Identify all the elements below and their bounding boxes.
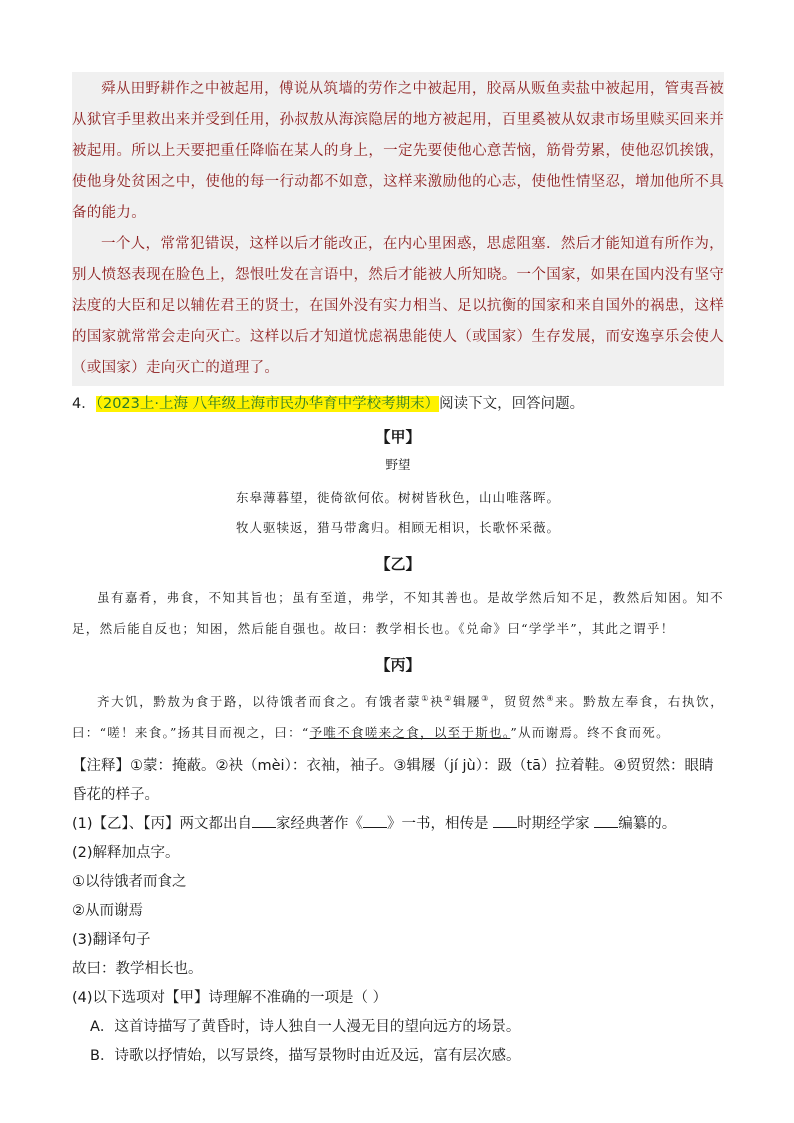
underlined-quote: 予唯不食嗟来之食，以至于斯也。 — [309, 725, 511, 741]
q1-text: (1)【乙】、【丙】两文都出自 — [72, 816, 253, 833]
poem-line-2: 牧人驱犊返，猎马带禽归。相顾无相识，长歌怀采薇。 — [235, 520, 560, 535]
notes: 【注释】①蒙：掩蔽。②袂（mèi）：衣袖，袖子。③辑屦（jí jù）：趿（tā）拉着鞋。④贸贸然：眼睛昏花的样子。 — [72, 758, 714, 804]
footnote-marker: ③ — [481, 694, 490, 703]
footnote-marker: ④ — [546, 694, 556, 703]
option-b[interactable]: B．诗歌以抒情始，以写景终，描写景物时由近及远，富有层次感。 — [90, 1048, 521, 1065]
q1-text: 家经典著作《 — [276, 816, 364, 833]
page — [72, 72, 724, 1071]
answer-blank[interactable] — [363, 813, 387, 828]
footnote-marker: ② — [444, 694, 453, 703]
question-number: 4． — [72, 396, 96, 412]
q1-text: 》一书，相传是 — [387, 816, 494, 833]
answer-blank[interactable] — [594, 813, 618, 828]
question-3-title: (3)翻译句子 — [72, 932, 151, 949]
option-a[interactable]: A．这首诗描写了黄昏时，诗人独自一人漫无目的望向远方的场景。 — [90, 1019, 521, 1036]
poem-title: 野望 — [385, 457, 411, 472]
q1-text: 时期经学家 — [517, 816, 595, 833]
question-4-title: (4)以下选项对【甲】诗理解不准确的一项是（ ） — [72, 990, 388, 1007]
answer-translation-box — [72, 72, 724, 386]
question-1 — [72, 810, 724, 839]
q1-text: 编纂的。 — [618, 816, 677, 833]
bing-text-part: ”从而谢焉。终不食而死。 — [510, 725, 670, 741]
bing-text-part: 齐大饥，黔敖为食于路，以待饿者而食之。有饿者蒙 — [97, 694, 422, 710]
question-source: （2023上·上海 八年级上海市民办华育中学校考期末） — [95, 396, 440, 412]
answer-blank[interactable] — [493, 813, 517, 828]
bing-text-part: 袂 — [430, 694, 445, 710]
question-2-item-2: ②从而谢焉 — [72, 903, 143, 920]
question-header — [72, 392, 724, 416]
question-3-item: 故曰：教学相长也。 — [72, 961, 203, 978]
section-jia-label: 【甲】 — [375, 428, 421, 446]
bing-text — [72, 683, 724, 748]
poem-line-1: 东皋薄暮望，徙倚欲何依。树树皆秋色，山山唯落晖。 — [235, 490, 560, 505]
question-2-item-1: ①以待饿者而食之 — [72, 874, 187, 891]
answer-blank[interactable] — [252, 813, 276, 828]
bing-text-part: 来。黔敖左奉食，右执饮，曰：“嗟！来食。”扬其目而视之，曰：“ — [72, 694, 724, 741]
section-bing-label: 【丙】 — [375, 656, 421, 674]
answer-paragraph-1: 舜从田野耕作之中被起用，傅说从筑墙的劳作之中被起用，胶鬲从贩鱼卖盐中被起用，管夷吾被从狱官手里救出来并受到任用，孙叔敖从海滨隐居的地方被起用，百里奚被从奴隶市场里赎买回来并被起用。所以上天要把重任降临在某人的身上，一定先要使他心意苦恼，筋骨劳累，使他忍饥挨饿，使他身处贫困之中，使他的每一行动都不如意，这样来激励他的心志，使他性情坚忍，增加他所不具备的能力。 — [72, 81, 724, 221]
answer-paragraph-2: 一个人，常常犯错误，这样以后才能改正，在内心里困惑，思虑阻塞．然后才能知道有所作为，别人愤怒表现在脸色上，怨恨吐发在言语中，然后才能被人所知晓。一个国家，如果在国内没有坚守法度的大臣和足以辅佐君王的贤士，在国外没有实力相当、足以抗衡的国家和来自国外的祸患，这样的国家就常常会走向灭亡。这样以后才知道忧虑祸患能使人（或国家）生存发展，而安逸享乐会使人（或国家）走向灭亡的道理了。 — [72, 236, 724, 376]
section-yi-label: 【乙】 — [375, 555, 421, 573]
question-2-title: (2)解释加点字。 — [72, 845, 180, 862]
bing-text-part: ，贸贸然 — [489, 694, 547, 710]
bing-text-part: 辑屦 — [452, 694, 482, 710]
question-prompt: 阅读下文，回答问题。 — [439, 396, 585, 412]
footnote-marker: ① — [421, 694, 431, 703]
yi-text: 虽有嘉肴，弗食，不知其旨也；虽有至道，弗学，不知其善也。是故学然后知不足，教然后知困。知不足，然后能自反也；知困，然后能自强也。故曰：教学相长也。《兑命》曰“学学半”，其此之谓乎！ — [72, 590, 724, 636]
